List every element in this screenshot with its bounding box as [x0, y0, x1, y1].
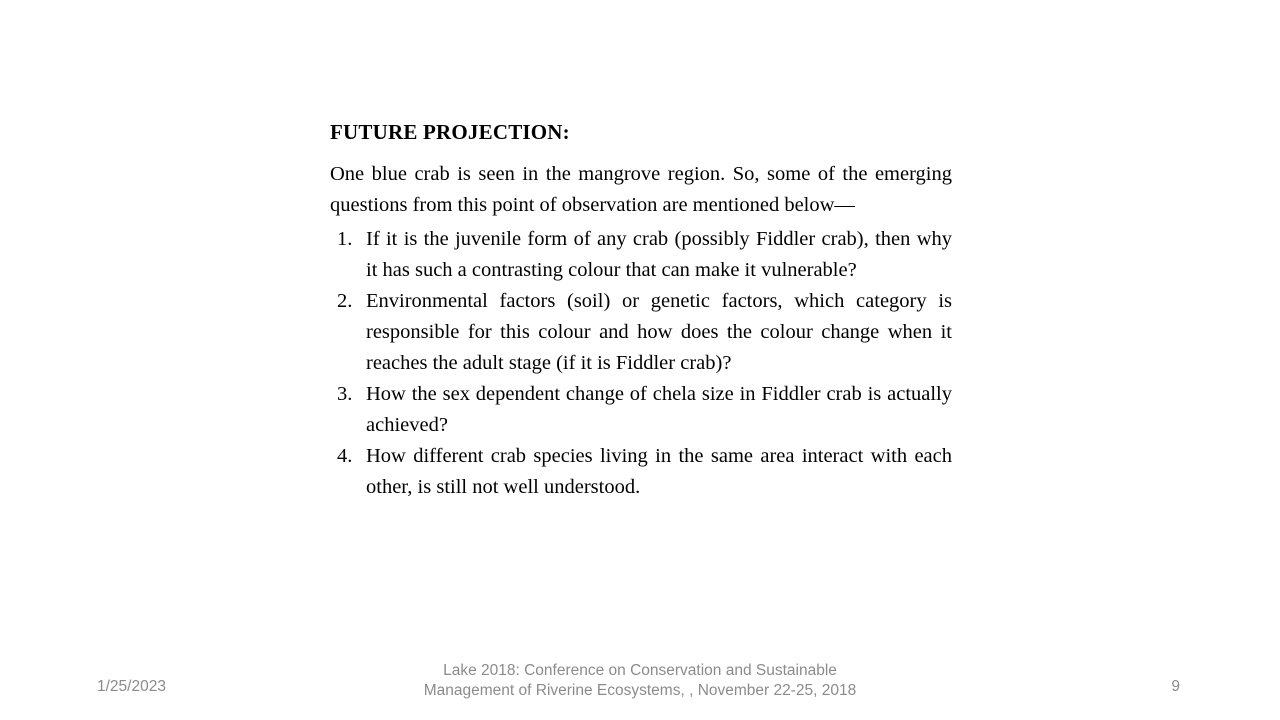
list-item-4	[330, 441, 952, 503]
intro-paragraph: One blue crab is seen in the mangrove region. So, some of the emerging questions from this point of observation are mentioned below—	[330, 163, 952, 216]
footer-conference-line-1: Lake 2018: Conference on Conservation and Sustainable	[443, 662, 837, 679]
footer-conference-line-2: Management of Riverine Ecosystems, , November 22-25, 2018	[423, 682, 857, 699]
footer-conference	[0, 661, 1280, 701]
list-item-3	[330, 379, 952, 441]
slide-body	[330, 117, 952, 503]
slide-title: FUTURE PROJECTION:	[330, 120, 570, 144]
question-list	[330, 224, 952, 503]
list-item-4-text: How different crab species living in the same area interact with each other, is still not well understood.	[366, 445, 952, 498]
list-item-2	[330, 286, 952, 379]
list-item-1	[330, 224, 952, 286]
list-item-1-text: If it is the juvenile form of any crab (possibly Fiddler crab), then why it has such a contrasting colour that can make it vulnerable?	[366, 228, 952, 281]
list-item-3-text: How the sex dependent change of chela size in Fiddler crab is actually achieved?	[366, 383, 952, 436]
list-item-2-text: Environmental factors (soil) or genetic factors, which category is responsible for this colour and how does the colour change when it reaches the adult stage (if it is Fiddler crab)?	[366, 290, 952, 374]
list-item-4-marker: 4.	[337, 445, 353, 467]
footer-date: 1/25/2023	[97, 678, 166, 695]
list-item-2-marker: 2.	[337, 290, 353, 312]
list-item-3-marker: 3.	[337, 383, 353, 405]
slide-number: 9	[1171, 678, 1180, 695]
list-item-1-marker: 1.	[337, 228, 353, 250]
